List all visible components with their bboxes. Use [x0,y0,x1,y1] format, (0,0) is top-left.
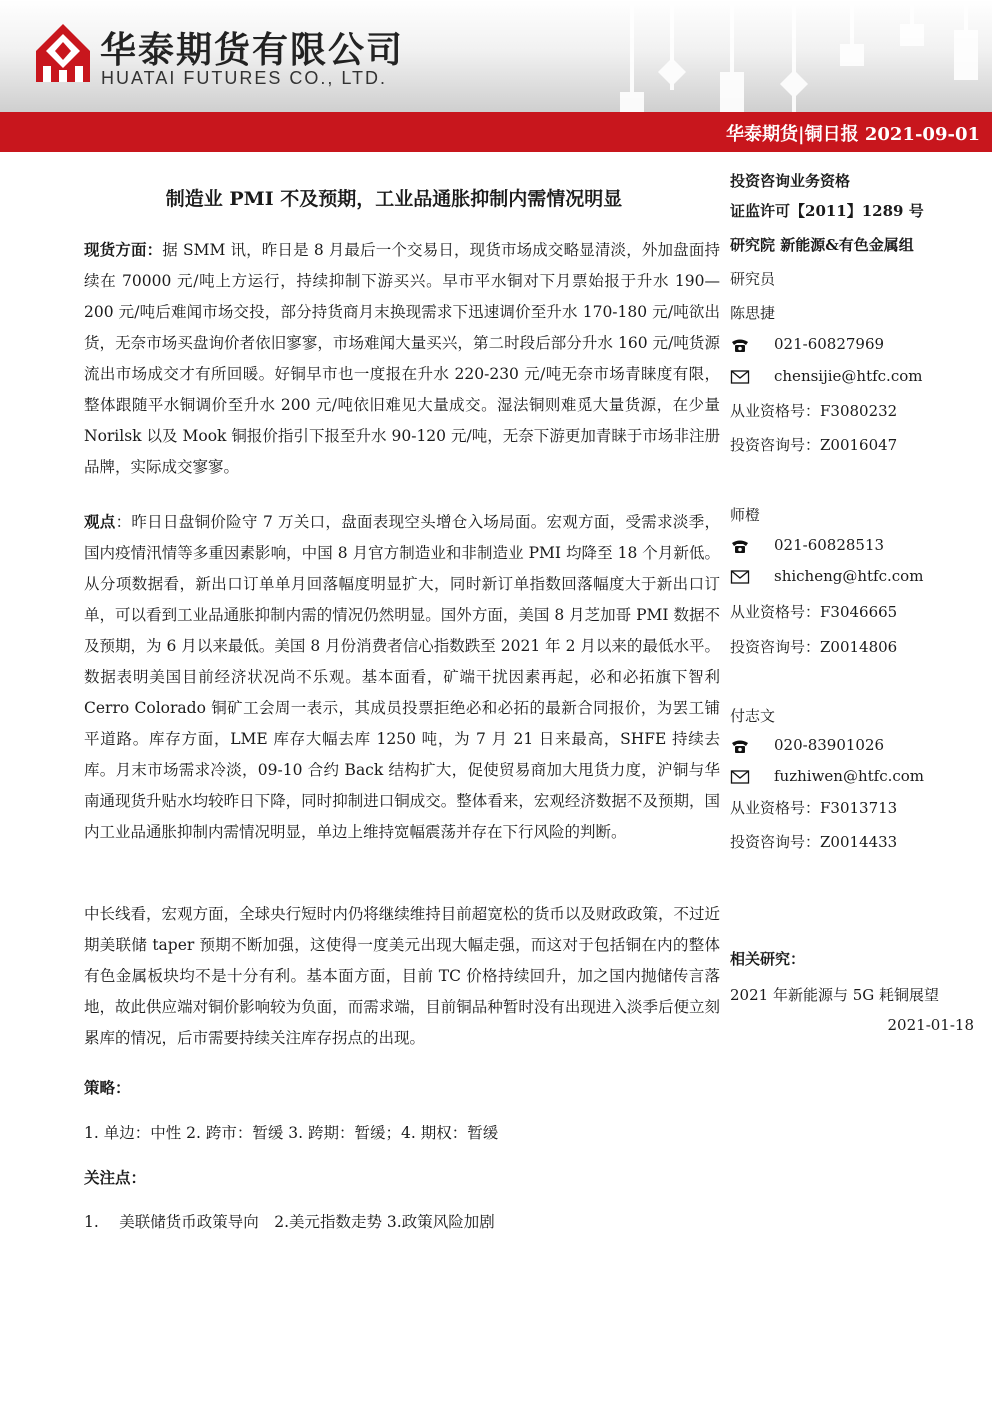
analyst-cert: 从业资格号：F3080232 [730,402,898,420]
analyst-phone: 021-60827969 [774,335,885,353]
spot-label: 现货方面： [84,240,163,259]
company-logo-icon [34,22,92,84]
email-icon [730,569,750,585]
related-research-heading: 相关研究： [730,950,806,968]
analyst-name: 付志文 [730,707,776,725]
report-title: 制造业 PMI 不及预期，工业品通胀抑制内需情况明显 [165,188,623,210]
spot-paragraph [84,234,720,483]
license-line: 证监许可【2011】1289 号 [730,202,924,220]
analyst-name: 陈思捷 [730,304,776,322]
phone-icon [730,337,750,353]
view-paragraph [84,506,720,848]
header-decoration [560,0,992,112]
view-label: 观点 [84,512,116,531]
strategy-heading: 策略： [84,1078,131,1097]
report-banner-text: 华泰期货|铜日报 2021-09-01 [726,124,980,145]
analyst-phone: 021-60828513 [774,536,885,554]
phone-icon [730,738,750,754]
email-icon [730,769,750,785]
email-icon [730,369,750,385]
focus-text: 1. 美联储货币政策导向 2.美元指数走势 3.政策风险加剧 [84,1213,495,1231]
analyst-name: 师橙 [730,506,761,524]
company-name-en: HUATAI FUTURES CO., LTD. [101,68,388,88]
role-label: 研究员 [730,270,776,288]
analyst-consult: 投资咨询号：Z0016047 [730,436,898,454]
spot-text: 据 SMM 讯，昨日是 8 月最后一个交易日，现货市场成交略显清淡，外加盘面持续在 70000 元/吨上方运行，持续抑制下游买兴。早市平水铜对下月票始报于升水 190—200 元/吨后难闻市场交投，部分持货商月末换现需求下迅速调价至升水 170-180 元/吨欲出货，无奈市场买盘询价者依旧寥寥，市场难闻大量买兴，第二时段后部分升水 160 元/吨货源流出市场成交才有所回暖。好铜早市也一度报在升水 220-230 元/吨无奈市场青睐度有限，整体跟随平水铜调价至升水 200 元/吨依旧难见大量成交。湿法铜则难觅大量货源，在少量 Norilsk 以及 Mook 铜报价指引下报至升水 90-120 元/吨，无奈下游更加青睐于市场非注册品牌，实际成交寥寥。 [84,241,720,476]
view-text: ：昨日日盘铜价险守 7 万关口，盘面表现空头增仓入场局面。宏观方面，受需求淡季，国内疫情汛情等多重因素影响，中国 8 月官方制造业和非制造业 PMI 均降至 18 个月新低。从分项数据看，新出口订单单月回落幅度明显扩大，同时新订单指数回落幅度大于新出口订单，可以看到工业品通胀抑制内需的情况仍然明显。国外方面，美国 8 月芝加哥 PMI 数据不及预期，为 6 月以来最低。美国 8 月份消费者信心指数跌至 2021 年 2 月以来的最低水平。数据表明美国目前经济状况尚不乐观。基本面看，矿端干扰因素再起，必和必拓旗下智利 Cerro Colorado 铜矿工会周一表示，其成员投票拒绝必和必拓的最新合同报价，为罢工铺平道路。库存方面，LME 库存大幅去库 1250 吨，为 7 月 21 日来最高，SHFE 持续去库。月末市场需求冷淡，09-10 合约 Back 结构扩大，促使贸易商加大甩货力度，沪铜与华南通现货升贴水均较昨日下降，同时抑制进口铜成交。整体看来，宏观经济数据不及预期，国内工业品通胀抑制内需情况明显，单边上维持宽幅震荡并存在下行风险的判断。 [84,513,720,841]
page-header [0,0,992,112]
analyst-consult: 投资咨询号：Z0014433 [730,833,898,851]
analyst-email[interactable]: chensijie@htfc.com [774,367,923,385]
focus-heading: 关注点： [84,1168,147,1187]
analyst-email[interactable]: shicheng@htfc.com [774,567,924,585]
outlook-paragraph: 中长线看，宏观方面，全球央行短时内仍将继续维持目前超宽松的货币以及财政政策，不过近期美联储 taper 预期不断加强，这使得一度美元出现大幅走强，而这对于包括铜在内的整体有色金属板块均不是十分有利。基本面方面，目前 TC 价格持续回升，加之国内抛储传言落地，故此供应端对铜价影响较为负面，而需求端，目前铜品种暂时没有出现进入淡季后便立刻累库的情况，后市需要持续关注库存拐点的出现。 [84,905,720,1047]
analyst-cert: 从业资格号：F3046665 [730,603,898,621]
qualification-line: 投资咨询业务资格 [730,172,851,190]
company-name-cn: 华泰期货有限公司 [100,30,405,71]
related-research-date: 2021-01-18 [887,1016,974,1034]
strategy-text: 1. 单边：中性 2. 跨市：暂缓 3. 跨期：暂缓；4. 期权：暂缓 [84,1124,499,1142]
department: 研究院 新能源&有色金属组 [730,236,914,254]
related-research-title[interactable]: 2021 年新能源与 5G 耗铜展望 [730,986,940,1004]
analyst-phone: 020-83901026 [774,736,885,754]
analyst-consult: 投资咨询号：Z0014806 [730,638,898,656]
phone-icon [730,538,750,554]
analyst-cert: 从业资格号：F3013713 [730,799,898,817]
report-banner [0,112,992,152]
analyst-email[interactable]: fuzhiwen@htfc.com [774,767,925,785]
